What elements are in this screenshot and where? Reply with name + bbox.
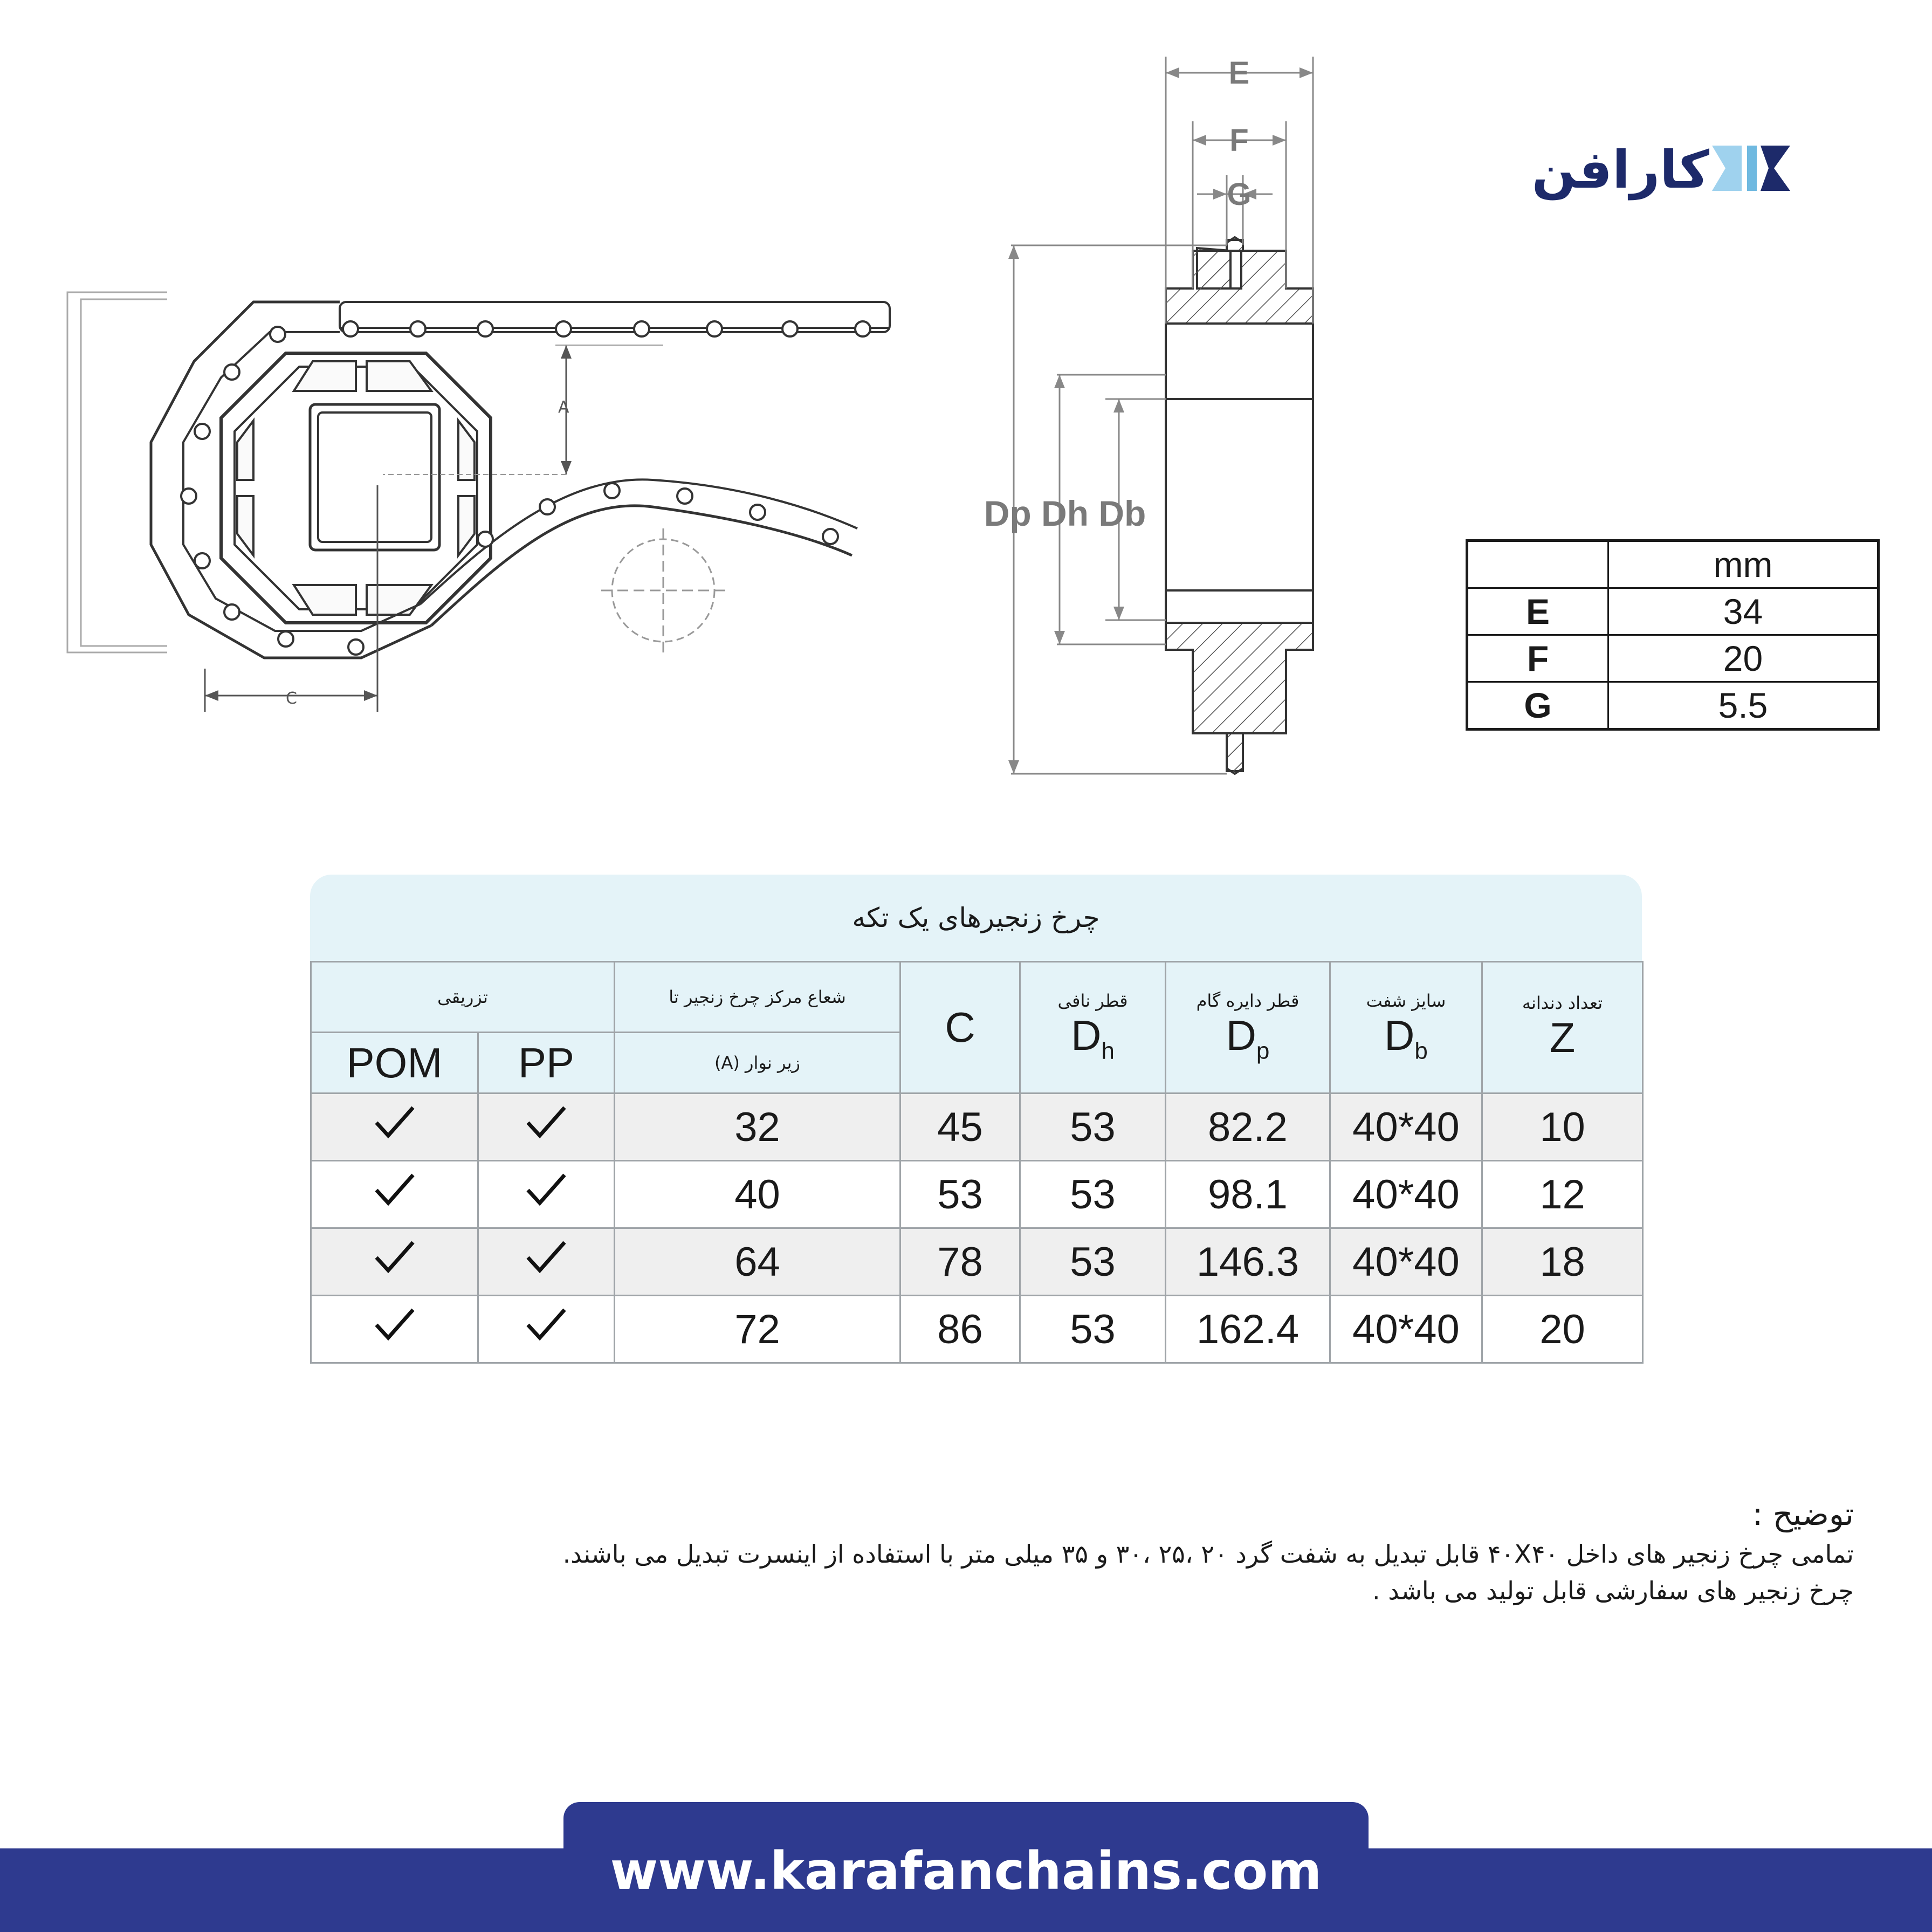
cell-db: 40*40 bbox=[1330, 1228, 1482, 1296]
pom-check-icon bbox=[311, 1228, 478, 1296]
sprocket-section-drawing bbox=[981, 51, 1332, 785]
cell-z: 20 bbox=[1482, 1296, 1643, 1363]
hub-symbol-sub: h bbox=[1101, 1037, 1115, 1064]
dimension-g-label: G bbox=[1227, 177, 1252, 212]
cell-a: 64 bbox=[615, 1228, 900, 1296]
header-hub-label: قطر نافی bbox=[1057, 990, 1128, 1011]
cell-dp: 162.4 bbox=[1166, 1296, 1330, 1363]
diameter-labels: Dp Dh Db bbox=[984, 493, 1146, 533]
dimension-c-label: C bbox=[286, 689, 297, 708]
header-pitch bbox=[1166, 962, 1330, 1094]
pitch-symbol-sub: p bbox=[1256, 1037, 1270, 1064]
cell-db: 40*40 bbox=[1330, 1296, 1482, 1363]
dimensions-table bbox=[1466, 539, 1880, 731]
header-pom: POM bbox=[311, 1033, 478, 1094]
notes-title: توضیح : bbox=[1752, 1496, 1854, 1532]
cell-c: 78 bbox=[900, 1228, 1020, 1296]
pitch-symbol-letter: D bbox=[1226, 1011, 1256, 1059]
table-row bbox=[1467, 635, 1879, 682]
spec-table-title: چرخ زنجیرهای یک تکه bbox=[310, 875, 1642, 961]
header-shaft-symbol bbox=[1331, 1011, 1481, 1065]
note-line-2: چرخ زنجیر های سفارشی قابل تولید می باشد . bbox=[1372, 1576, 1854, 1605]
cell-z: 10 bbox=[1482, 1094, 1643, 1161]
pp-check-icon bbox=[478, 1094, 615, 1161]
dimension-f-label: F bbox=[1229, 123, 1249, 158]
table-row bbox=[1467, 682, 1879, 730]
cell-a: 40 bbox=[615, 1161, 900, 1228]
cell-z: 12 bbox=[1482, 1161, 1643, 1228]
table-row bbox=[311, 1296, 1643, 1363]
pp-check-icon bbox=[478, 1161, 615, 1228]
cell-dp: 146.3 bbox=[1166, 1228, 1330, 1296]
header-hub bbox=[1020, 962, 1166, 1094]
cell-dh: 53 bbox=[1020, 1094, 1166, 1161]
brand-logo-text: کارافن bbox=[1531, 140, 1709, 200]
pp-check-icon bbox=[478, 1228, 615, 1296]
cell-z: 18 bbox=[1482, 1228, 1643, 1296]
cell-dp: 82.2 bbox=[1166, 1094, 1330, 1161]
dim-value: 34 bbox=[1608, 588, 1879, 635]
cell-c: 53 bbox=[900, 1161, 1020, 1228]
note-line-1: تمامی چرخ زنجیر های داخل ۴۰X۴۰ قابل تبدیل به شفت گرد ۲۰ ،۲۵ ،۳۰ و ۳۵ میلی متر با استفاده از اینسرت تبدیل می باشند. bbox=[562, 1539, 1854, 1569]
shaft-symbol-letter: D bbox=[1384, 1011, 1415, 1059]
notes-section bbox=[182, 1493, 1854, 1609]
dimension-e-label: E bbox=[1228, 56, 1250, 91]
header-teeth-label: تعداد دندانه bbox=[1522, 993, 1603, 1013]
table-row bbox=[311, 1094, 1643, 1161]
dim-key: E bbox=[1467, 588, 1608, 635]
cell-dh: 53 bbox=[1020, 1296, 1166, 1363]
cell-a: 72 bbox=[615, 1296, 900, 1363]
dim-value: 5.5 bbox=[1608, 682, 1879, 730]
dim-unit-header: mm bbox=[1608, 541, 1879, 588]
spec-grid bbox=[310, 961, 1644, 1364]
cell-c: 86 bbox=[900, 1296, 1020, 1363]
table-row bbox=[311, 1161, 1643, 1228]
header-pp: PP bbox=[478, 1033, 615, 1094]
header-c: C bbox=[900, 962, 1020, 1094]
chain-sprocket-drawing bbox=[59, 280, 911, 723]
header-teeth bbox=[1482, 962, 1643, 1094]
header-pitch-symbol bbox=[1166, 1011, 1329, 1065]
header-pitch-label: قطر دایره گام bbox=[1196, 990, 1300, 1011]
pom-check-icon bbox=[311, 1161, 478, 1228]
dim-key: G bbox=[1467, 682, 1608, 730]
table-row bbox=[311, 1228, 1643, 1296]
header-radius-line1: شعاع مرکز چرخ زنجیر تا bbox=[615, 962, 900, 1033]
brand-logo bbox=[1467, 140, 1790, 200]
cell-a: 32 bbox=[615, 1094, 900, 1161]
cell-dp: 98.1 bbox=[1166, 1161, 1330, 1228]
dim-table-corner bbox=[1467, 541, 1608, 588]
pom-check-icon bbox=[311, 1094, 478, 1161]
cell-dh: 53 bbox=[1020, 1228, 1166, 1296]
table-row bbox=[1467, 541, 1879, 588]
header-molding: تزریقی bbox=[311, 962, 615, 1033]
table-header-row bbox=[311, 962, 1643, 1033]
cell-db: 40*40 bbox=[1330, 1161, 1482, 1228]
pom-check-icon bbox=[311, 1296, 478, 1363]
dimension-a-label: A bbox=[558, 398, 569, 417]
dim-value: 20 bbox=[1608, 635, 1879, 682]
header-hub-symbol bbox=[1021, 1011, 1165, 1065]
sprocket-spec-table bbox=[310, 875, 1642, 1364]
dim-key: F bbox=[1467, 635, 1608, 682]
cell-db: 40*40 bbox=[1330, 1094, 1482, 1161]
pp-check-icon bbox=[478, 1296, 615, 1363]
header-shaft-label: سایز شفت bbox=[1366, 990, 1446, 1011]
shaft-symbol-sub: b bbox=[1414, 1037, 1428, 1064]
hub-symbol-letter: D bbox=[1071, 1011, 1102, 1059]
table-row bbox=[1467, 588, 1879, 635]
header-shaft bbox=[1330, 962, 1482, 1094]
cell-dh: 53 bbox=[1020, 1161, 1166, 1228]
cell-c: 45 bbox=[900, 1094, 1020, 1161]
header-teeth-symbol: Z bbox=[1549, 1014, 1576, 1061]
footer-website-link[interactable]: www.karafanchains.com bbox=[610, 1841, 1322, 1901]
header-radius-line2: زیر نوار (A) bbox=[615, 1033, 900, 1094]
